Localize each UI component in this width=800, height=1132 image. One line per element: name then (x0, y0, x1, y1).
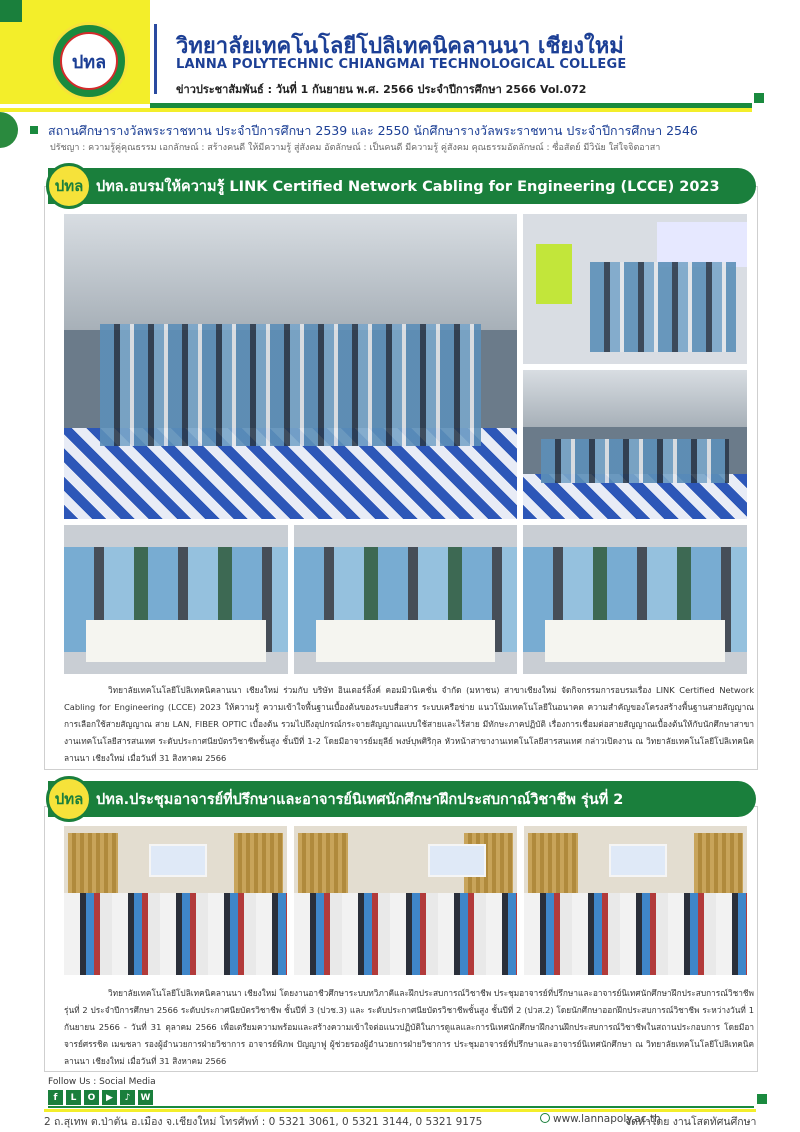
photo-screen (428, 844, 486, 877)
college-logo (50, 22, 128, 100)
photo-workshop-3 (523, 525, 747, 674)
header-square (754, 93, 764, 103)
photo-audience (524, 893, 747, 975)
corner-accent (0, 0, 22, 22)
photo-curtain (234, 833, 283, 893)
logo-text: ปทล (71, 51, 107, 73)
section-2-banner (48, 781, 756, 817)
photo-curtain (298, 833, 347, 893)
tiktok-icon[interactable]: ♪ (120, 1090, 135, 1105)
photo-screen (609, 844, 667, 877)
photo-workshop-1 (64, 525, 288, 674)
photo-ceiling (64, 214, 517, 330)
photo-people (100, 324, 481, 446)
section-1-text: วิทยาลัยเทคโนโลยีโปลิเทคนิคลานนา เชียงใหม่ ร่วมกับ บริษัท อินเตอร์ลิ้งค์ คอมมิวนิเคชั่น จำกัด (มหาชน) สาขาเชียงใหม่ จัดกิจกรรมการอบรมเรื่อง LINK Certified Network Cabling for Engineering (LCCE) 2023 ให้ความรู้ ความเข้าใจพื้นฐานเบื้องต้นของระบบสื่อสาร ระบบเครือข่าย แนวโน้มเทคโนโลยีในอนาคต ความสำคัญของโครงสร้างพื้นฐานสายสัญญาณ การเลือกใช้สายสัญญาณ สาย LAN, FIBER OPTIC เบื้องต้น รวมไปถึงอุปกรณ์กระจายสัญญาณแบบใช้สายและไร้สาย มีทักษะภาคปฏิบัติ เรื่องการเชื่อมต่อสายสัญญาณเบื้องต้นให้กับนักศึกษาสาขางานเทคโนโลยีสารสนเทศ ระดับประกาศนียบัตรวิชาชีพชั้นสูง ชั้นปีที่ 1-2 โดยมีอาจารย์มยุลีย์ พงษ์บุพศิริกุล หัวหน้าสาขางานเทคโนโลยีสารสนเทศ กล่าวเปิดงาน ณ วิทยาลัยเทคโนโลยีโปลิเทคนิคลานนา เชียงใหม่ เมื่อวันที่ 31 สิงหาคม 2566 (64, 685, 754, 763)
section-1-title: ปทล.อบรมให้ความรู้ LINK Certified Network Cabling for Engineering (LCCE) 2023 (96, 178, 720, 195)
photo-desk (316, 620, 494, 662)
section-1-logo-text: ปทล (54, 177, 84, 195)
footer-rule-yellow (44, 1109, 756, 1112)
photo-projection (657, 222, 747, 267)
college-logo-mark (60, 32, 118, 90)
footer-square (757, 1094, 767, 1104)
section-2-text: วิทยาลัยเทคโนโลยีโปลิเทคนิคลานนา เชียงใหม่ โดยงานอาชีวศึกษาระบบทวิภาคีและฝึกประสบการณ์วิชาชีพ ประชุมอาจารย์ที่ปรึกษาและอาจารย์นิเทศนักศึกษาฝึกประสบการณ์วิชาชีพ รุ่นที่ 2 ประจำปีการศึกษา 2566 ระดับประกาศนียบัตรวิชาชีพ ชั้นปีที่ 3 (ปวช.3) และ ระดับประกาศนียบัตรวิชาชีพชั้นสูง ชั้นปีที่ 2 (ปวส.2) โดยนักศึกษาออกฝึกประสบการณ์วิชาชีพ ระหว่างวันที่ 1 กันยายน 2566 - วันที่ 31 ตุลาคม 2566 เพื่อเตรียมความพร้อมและสร้างความเข้าใจต่อแนวปฏิบัติในการดูแลและการนิเทศนักศึกษาฝึกงานฝึกประสบการณ์วิชาชีพในสถานประกอบการ โดยมีอาจารย์ศรรชิต เมฆชลา รองผู้อำนวยการฝ่ายวิชาการ อาจารย์พิภพ ปัญญาฟู ผู้ช่วยรองผู้อำนวยการฝ่ายวิชาการ ประชุมอาจารย์ที่ปรึกษาและอาจารย์นิเทศนักศึกษา ณ วิทยาลัยเทคโนโลยีโปลิเทคนิคลานนา เชียงใหม่ เมื่อวันที่ 31 สิงหาคม 2566 (64, 988, 754, 1066)
bullet-square (30, 126, 38, 134)
follow-us-label: Follow Us : Social Media (48, 1077, 156, 1087)
photo-meeting-2 (294, 826, 517, 975)
section-2-logo (46, 776, 92, 822)
photo-audience (294, 893, 517, 975)
section-2-title: ปทล.ประชุมอาจารย์ที่ปรึกษาและอาจารย์นิเทศนักศึกษาฝึกประสบกาณ์วิชาชีพ รุ่นที่ 2 (96, 791, 624, 808)
college-name-en: LANNA POLYTECHNIC CHIANGMAI TECHNOLOGICAL COLLEGE (176, 57, 627, 72)
photo-audience (64, 893, 287, 975)
footer-address: 2 ถ.สุเทพ ต.ป่าตัน อ.เมือง จ.เชียงใหม่ โทรศัพท์ : 0 5321 3061, 0 5321 3144, 0 5321 9175 (44, 1116, 483, 1128)
youtube-icon[interactable]: ▶ (102, 1090, 117, 1105)
photo-group-main (64, 214, 517, 519)
header-rule-yellow (0, 108, 752, 112)
section-1-logo (46, 163, 92, 209)
line-icon[interactable]: L (66, 1090, 81, 1105)
footer-rule-green (48, 1106, 754, 1108)
left-tab-accent (0, 112, 18, 148)
section-1-paragraph (64, 682, 754, 767)
instagram-icon[interactable]: O (84, 1090, 99, 1105)
globe-icon (540, 1113, 550, 1123)
section-1-banner (48, 168, 756, 204)
motto-line: ปรัชญา : ความรู้คู่คุณธรรม เอกลักษณ์ : สร้างคนดี ให้มีความรู้ สู่สังคม อัตลักษณ์ : เป็นคนดี มีความรู้ คู่สังคม คุณธรรมอัตลักษณ์ : ซื่อสัตย์ มีวินัย ใส่ใจจิตอาสา (50, 143, 661, 153)
photo-ceiling (523, 370, 747, 427)
photo-people (541, 439, 729, 484)
award-text: สถานศึกษารางวัลพระราชทาน ประจำปีการศึกษา 2539 และ 2550 นักศึกษารางวัลพระราชทาน ประจำปีการศึกษา 2546 (48, 123, 698, 138)
news-date-line: ข่าวประชาสัมพันธ์ : วันที่ 1 กันยายน พ.ศ. 2566 ประจำปีการศึกษา 2566 Vol.072 (176, 83, 587, 96)
photo-classroom (523, 370, 747, 519)
photo-screen (149, 844, 207, 877)
section-2-paragraph (64, 985, 754, 1070)
social-icons (48, 1090, 153, 1105)
photo-curtain (68, 833, 117, 893)
award-line (30, 121, 698, 141)
photo-standee (536, 244, 572, 304)
header-divider (154, 24, 157, 94)
photo-people (590, 262, 736, 352)
photo-desk (86, 620, 265, 662)
photo-curtain (694, 833, 743, 893)
college-name-th: วิทยาลัยเทคโนโลยีโปลิเทคนิคลานนา เชียงใหม่ (176, 34, 624, 59)
photo-workshop-2 (294, 525, 517, 674)
photo-award-handover (523, 214, 747, 364)
photo-meeting-3 (524, 826, 747, 975)
photo-meeting-1 (64, 826, 287, 975)
website-text[interactable]: www.lannapoly.ac.th (553, 1113, 661, 1125)
photo-curtain (528, 833, 577, 893)
section-2-logo-text: ปทล (54, 790, 84, 808)
photo-desk (545, 620, 724, 662)
footer-made-by: จัดทำโดย งานโสตทัศนศึกษา (625, 1116, 757, 1128)
website-icon[interactable]: W (138, 1090, 153, 1105)
facebook-icon[interactable]: f (48, 1090, 63, 1105)
